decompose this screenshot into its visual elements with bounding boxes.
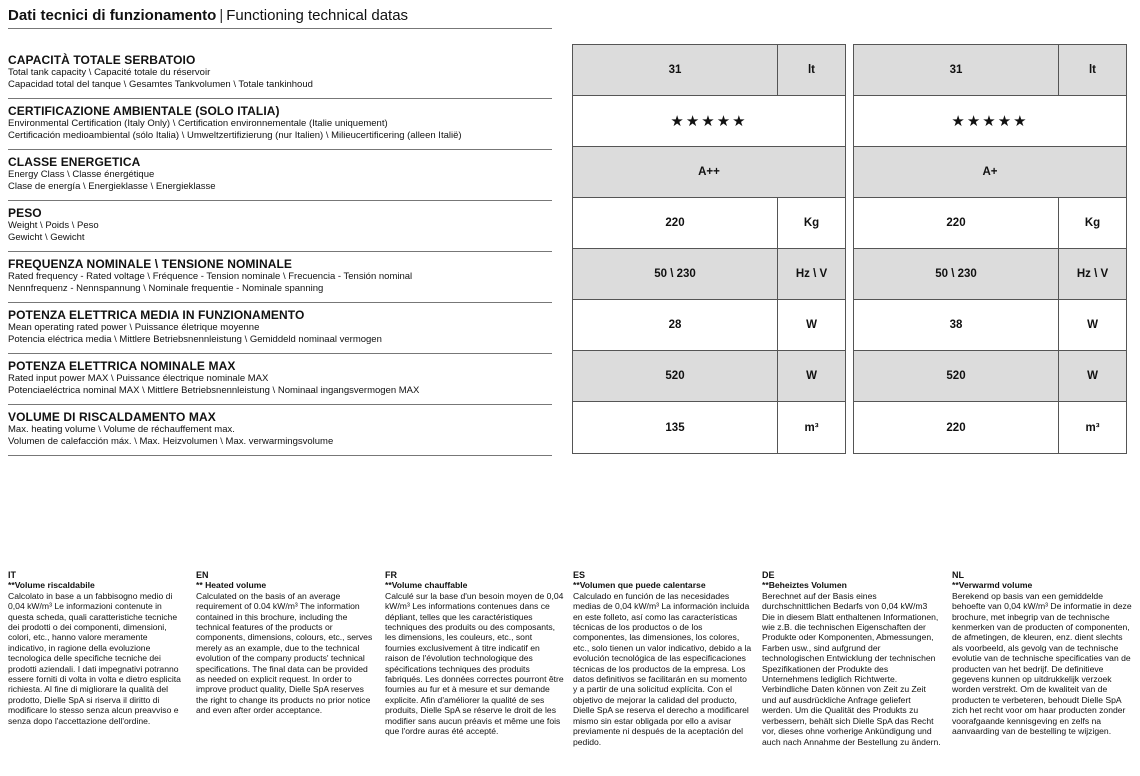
row-weight: [8, 201, 552, 252]
page-title: [8, 6, 552, 26]
row-heading: VOLUME DI RISCALDAMENTO MAX: [8, 410, 216, 424]
note-body: Calculated on the basis of an average requirement of 0.04 kW/m³ The information contained in this brochure, including the technical features of the products or components, dimensions, colours, etc., serves merely as an example, due to the technical evolution of the company products' technical specifications. The final data can be provided as needed on explicit request. In order to improve product quality, Dielle SpA reserves the right to change its products no prior notice and even after order acceptance.: [196, 590, 373, 716]
row-subtitle: Rated input power MAX \ Puissance électrique nominale MAX: [8, 373, 269, 384]
note-title: **Volumen que puede calentarse: [573, 580, 706, 591]
row-subtitle: Energy Class \ Classe énergétique: [8, 169, 155, 180]
row-heading: POTENZA ELETTRICA NOMINALE MAX: [8, 359, 236, 373]
max-power-value: 520: [573, 351, 778, 402]
note-de: [762, 570, 942, 747]
model-1-table: [572, 44, 846, 454]
weight-unit: Kg: [778, 198, 845, 249]
note-language: EN: [196, 570, 209, 580]
note-fr: [385, 570, 565, 737]
rating-stars-icon: ★★★★★: [573, 96, 845, 147]
row-heading: FREQUENZA NOMINALE \ TENSIONE NOMINALE: [8, 257, 293, 271]
note-title: **Volume chauffable: [385, 580, 468, 591]
note-es: [573, 570, 753, 747]
row-subtitle: Total tank capacity \ Capacité totale du réservoir: [8, 67, 211, 78]
row-subtitle: Potenciaeléctrica nominal MAX \ Mittlere Betriebsnennleistung \ Nominaal ingangsvermogen MAX: [8, 385, 420, 396]
note-title: **Beheiztes Volumen: [762, 580, 847, 591]
row-subtitle: Rated frequency - Rated voltage \ Fréquence - Tension nominale \ Frecuencia - Tensión nominal: [8, 271, 413, 282]
row-subtitle: Mean operating rated power \ Puissance életrique moyenne: [8, 322, 260, 333]
row-certification: [8, 99, 552, 150]
title-separator: |: [219, 7, 224, 24]
weight-unit: Kg: [1059, 198, 1126, 249]
weight-value: 220: [854, 198, 1059, 249]
note-title: **Verwarmd volume: [952, 580, 1033, 591]
mean-power-value: 28: [573, 300, 778, 351]
row-heading: CAPACITÀ TOTALE SERBATOIO: [8, 53, 196, 67]
title-rest: Functioning technical datas: [226, 7, 409, 24]
freq-voltage-value: 50 \ 230: [573, 249, 778, 300]
note-language: ES: [573, 570, 586, 580]
max-power-unit: W: [1059, 351, 1126, 402]
max-power-value: 520: [854, 351, 1059, 402]
row-mean-power: [8, 303, 552, 354]
energy-class-value: A+: [854, 147, 1126, 198]
note-nl: [952, 570, 1132, 737]
row-heading: PESO: [8, 206, 42, 220]
row-capacity: [8, 48, 552, 99]
row-subtitle: Gewicht \ Gewicht: [8, 232, 85, 243]
row-subtitle: Nennfrequenz - Nennspannung \ Nominale frequentie - Nominale spanning: [8, 283, 324, 294]
row-subtitle: Weight \ Poids \ Peso: [8, 220, 99, 231]
note-language: DE: [762, 570, 775, 580]
capacity-unit: lt: [1059, 45, 1126, 96]
note-it: [8, 570, 188, 726]
heating-volume-value: 220: [854, 402, 1059, 453]
mean-power-unit: W: [778, 300, 845, 351]
header: [8, 6, 552, 29]
heating-volume-unit: m³: [1085, 421, 1100, 434]
note-body: Calculado en función de las necesidades medias de 0,04 kW/m³ La información incluida en este folleto, así como las características técnicas de los productos o de los componentes, las dimensiones, los colores, etc., solo tienen un valor indicativo, debido a la evolución tecnológica de las especificaciones técnicas de los productos de la empresa. Los datos definitivos se facilitarán en su momento y a partir de una solicitud explícita. Con el objetivo de mejorar la calidad del producto, Dielle SpA se reserva el derecho a modificarel mismo sin estar obligada por ello a avisar previamente ni después de la aceptación del pedido.: [573, 590, 752, 747]
energy-class-value: A++: [573, 147, 845, 198]
note-body: Calculé sur la base d'un besoin moyen de 0,04 kW/m³ Les informations contenues dans ce dépliant, telles que les caractéristiques techniques des produits ou des composants, les dimensions, les couleurs, etc., sont fournies exclusivement à titre indicatif en raison de l'évolution technologique des spécifications techniques des produits fabriqués. Les données correctes pourront être fournies au fur et à mesure et sur demande explicite. Afin d'améliorer la qualité de ses produits, Dielle SpA se réserve le droit de les modifier sans aucun préavis et même une fois que l'ordre auras été accepté.: [385, 590, 564, 737]
note-en: [196, 570, 376, 716]
title-bold: Dati tecnici di funzionamento: [8, 7, 217, 24]
freq-voltage-value: 50 \ 230: [854, 249, 1059, 300]
model-2-table: [853, 44, 1127, 454]
note-title: ** Heated volume: [196, 580, 267, 591]
heating-volume-unit: m³: [804, 421, 819, 434]
row-heating-volume: [8, 405, 552, 456]
note-language: NL: [952, 570, 964, 580]
weight-value: 220: [573, 198, 778, 249]
row-subtitle: Max. heating volume \ Volume de réchauffement max.: [8, 424, 235, 435]
note-language: FR: [385, 570, 397, 580]
row-subtitle: Volumen de calefacción máx. \ Max. Heizvolumen \ Max. verwarmingsvolume: [8, 436, 334, 447]
heating-volume-value: 135: [573, 402, 778, 453]
note-body: Calcolato in base a un fabbisogno medio di 0,04 kW/m³ Le informazioni contenute in questa scheda, quali caratteristiche tecniche dei prodotti o dei componenti, dimensioni, colori, etc., hanno valore meramente indicativo, in ragione della evoluzione tecnologica delle specifiche tecniche dei prodotti aziendali. I dati impegnativi potranno essere forniti di volta in volta e dietro esplicita richiesta. Al fine di migliorare la qualità del prodotto, Dielle SpA si riserva il diritto di modificare lo stesso senza alcun preavviso e senza dopo l'accettazione dell'ordine.: [8, 590, 181, 726]
row-frequency-voltage: [8, 252, 552, 303]
max-power-unit: W: [778, 351, 845, 402]
note-body: Berekend op basis van een gemiddelde behoefte van 0,04 kW/m³ De informatie in deze brochure, met inbegrip van de technische kenmerken van de producten of componenten, de afmetingen, de kleuren, enz. dient slechts als voorbeeld, als gevolg van de technische evolutie van de technische specificaties van de producten van het bedrijf. De definitieve gegevens kunnen op uitdrukkelijk verzoek worden verstrekt. Om de kwaliteit van de producten te verbeteren, behoudt Dielle SpA zich het recht voor om haar producten zonder voorafgaande kennisgeving en zelfs na aanvaarding van de bestelling te wijzigen.: [952, 590, 1132, 737]
row-subtitle: Potencia eléctrica media \ Mittlere Betriebsnennleistung \ Gemiddeld nominaal vermogen: [8, 334, 382, 345]
row-subtitle: Environmental Certification (Italy Only) \ Certification environnementale (Italie uniquement): [8, 118, 388, 129]
mean-power-unit: W: [1059, 300, 1126, 351]
row-subtitle: Clase de energía \ Energieklasse \ Energieklasse: [8, 181, 216, 192]
capacity-value: 31: [573, 45, 778, 96]
note-language: IT: [8, 570, 16, 580]
row-heading: POTENZA ELETTRICA MEDIA IN FUNZIONAMENTO: [8, 308, 305, 322]
row-subtitle: Certificación medioambiental (sólo Italia) \ Umweltzertifizierung (nur Italien) \ Milieucertificering (alleen Italië): [8, 130, 462, 141]
mean-power-value: 38: [854, 300, 1059, 351]
row-subtitle: Capacidad total del tanque \ Gesamtes Tankvolumen \ Totale tankinhoud: [8, 79, 313, 90]
row-heading: CLASSE ENERGETICA: [8, 155, 141, 169]
capacity-unit: lt: [778, 45, 845, 96]
row-heading: CERTIFICAZIONE AMBIENTALE (SOLO ITALIA): [8, 104, 280, 118]
note-title: **Volume riscaldabile: [8, 580, 95, 591]
row-energy-class: [8, 150, 552, 201]
freq-voltage-unit: Hz \ V: [778, 249, 845, 300]
row-max-power: [8, 354, 552, 405]
note-body: Berechnet auf der Basis eines durchschnittlichen Bedarfs von 0,04 kW/m3 Die in diesem Blatt enthaltenen Informationen, wie z.B. die technischen Eigenschaften der Produkte oder Komponenten, Abmessungen, Farben usw., sind aufgrund der technologischen Entwicklung der technischen Spezifikationen der Produkte des Unternehmens lediglich Richtwerte. Verbindliche Daten können von Zeit zu Zeit und auf ausdrückliche Anfrage geliefert werden. Um die Qualität des Produkts zu verbessern, behält sich Dielle SpA das Recht vor, dieses ohne vorherige Ankündigung und auch nach Annahme der Bestellung zu ändern.: [762, 590, 941, 747]
rating-stars-icon: ★★★★★: [854, 96, 1126, 147]
freq-voltage-unit: Hz \ V: [1059, 249, 1126, 300]
capacity-value: 31: [854, 45, 1059, 96]
